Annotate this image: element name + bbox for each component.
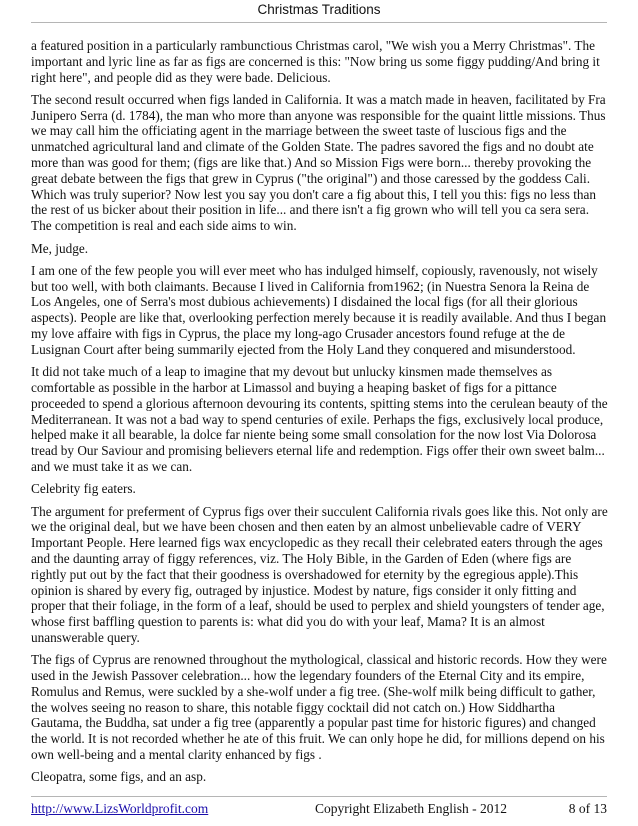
website-link[interactable]: http://www.LizsWorldprofit.com bbox=[31, 801, 209, 816]
paragraph-celebrity-heading: Celebrity fig eaters. bbox=[31, 481, 136, 497]
paragraph-cyprus-argument: The argument for preferment of Cyprus figs over their succulent California rivals goes like this. Not only are we the original deal, but we have been chosen and then eaten by an almost unbelievable cadre of VERY Important People. Here learned figs wax encyclopedic as they recall their celebrated eaters through the ages and the daunting array of figgy references, viz. The Holy Bible, in the Garden of Eden (where figs are rightly put out by the fact that their goodness is overshadowed for eternity by the egregious apple).This opinion is shared by every fig, outraged by injustice. Modest by nature, figs consider it only fitting and proper that their foliage, in the form of a leaf, should be used to perplex and shield youngsters of tender age, whose first baffling question to parents is: what did you do with your leaf, Mama? It is an almost unanswerable query. bbox=[31, 503, 608, 645]
paragraph-both-claimants: I am one of the few people you will ever meet who has indulged himself, copiously, ravenously, not wisely but too well, with both claimants. Because I lived in California from1962; (in Nuestra Senora la Reina de Los Angeles, one of Serra's most dubious achievements) I disdained the local figs (for all their glorious aspects). People are like that, overlooking perfection merely because it is readily available. And thus I began my love affaire with figs in Cyprus, the place my long-ago Crusader ancestors found refuge at the de Lusignan Court after being summarily ejected from the Holy Land they conquered and misunderstood. bbox=[31, 262, 607, 357]
footer-divider bbox=[31, 796, 607, 797]
paragraph-cleopatra: Cleopatra, some figs, and an asp. bbox=[31, 769, 207, 785]
paragraph-california-figs: The second result occurred when figs landed in California. It was a match made in heaven, facilitated by Fra Junipero Serra (d. 1784), the man who more than anyone was responsible for the quaint little missions. Thus we may call him the officiating agent in the marriage between the sweet taste of luscious figs and the unmatched agricultural land and climate of the Golden State. The padres savored the figs and no doubt ate more than was good for them; (figs are like that.) And so Mission Figs were born... thereby provoking the great debate between the figs that grew in Cyprus ("the original") and those caressed by the goddess Cali. Which was truly superior? Now lest you say you don't care a fig about this, I tell you this: figs no less than the rest of us bicker about their position in life... and there isn't a fig grown who will tell you ca sera sera. The competition is real and each side aims to win. bbox=[31, 91, 606, 234]
body-text bbox=[31, 38, 608, 792]
paragraph-me-judge: Me, judge. bbox=[31, 240, 89, 256]
page-footer bbox=[31, 800, 607, 818]
paragraph-figgy-pudding: a featured position in a particularly rambunctious Christmas carol, "We wish you a Merry Christmas". The important and lyric line as far as figs are concerned is this: "Now bring us some figgy pudding/And bring it right here", and people did as they were bade. Delicious. bbox=[31, 38, 600, 85]
copyright-notice: Copyright Elizabeth English - 2012 bbox=[315, 801, 507, 816]
paragraph-historic-records: The figs of Cyprus are renowned throughout the mythological, classical and historic records. How they were used in the Jewish Passover celebration... how the legendary founders of the Eternal City and its empire, Romulus and Remus, were suckled by a she-wolf under a fig tree. (She-wolf milk being difficult to gather, the wolves seeing no reason to share, this notable figgy cocktail did not catch on.) How Siddhartha Gautama, the Buddha, sat under a fig tree (apparently a popular past time for historic figures) and changed the world. It is not recorded whether he ate of this fruit. We can only hope he did, for millions depend on his own well-being and a mental clarity enhanced by figs . bbox=[31, 652, 607, 762]
paragraph-limassol: It did not take much of a leap to imagine that my devout but unlucky kinsmen made themselves as comfortable as possible in the harbor at Limassol and buying a heaping basket of figs for a pittance proceeded to spend a glorious afternoon devouring its contents, spitting stems into the cerulean beauty of the Mediterranean. It was not a bad way to spend centuries of exile. Perhaps the figs, exclusively local produce, helped make it all bearable, la dolce far niente being some small consolation for the now lost Via Dolorosa tread by Our Saviour and promising believers eternal life and redemption. Figs offer their own sweet balm... and we must take it as we can. bbox=[31, 364, 608, 474]
header-divider bbox=[31, 22, 607, 23]
running-header-title: Christmas Traditions bbox=[257, 2, 381, 17]
page-number: 8 of 13 bbox=[568, 801, 607, 816]
